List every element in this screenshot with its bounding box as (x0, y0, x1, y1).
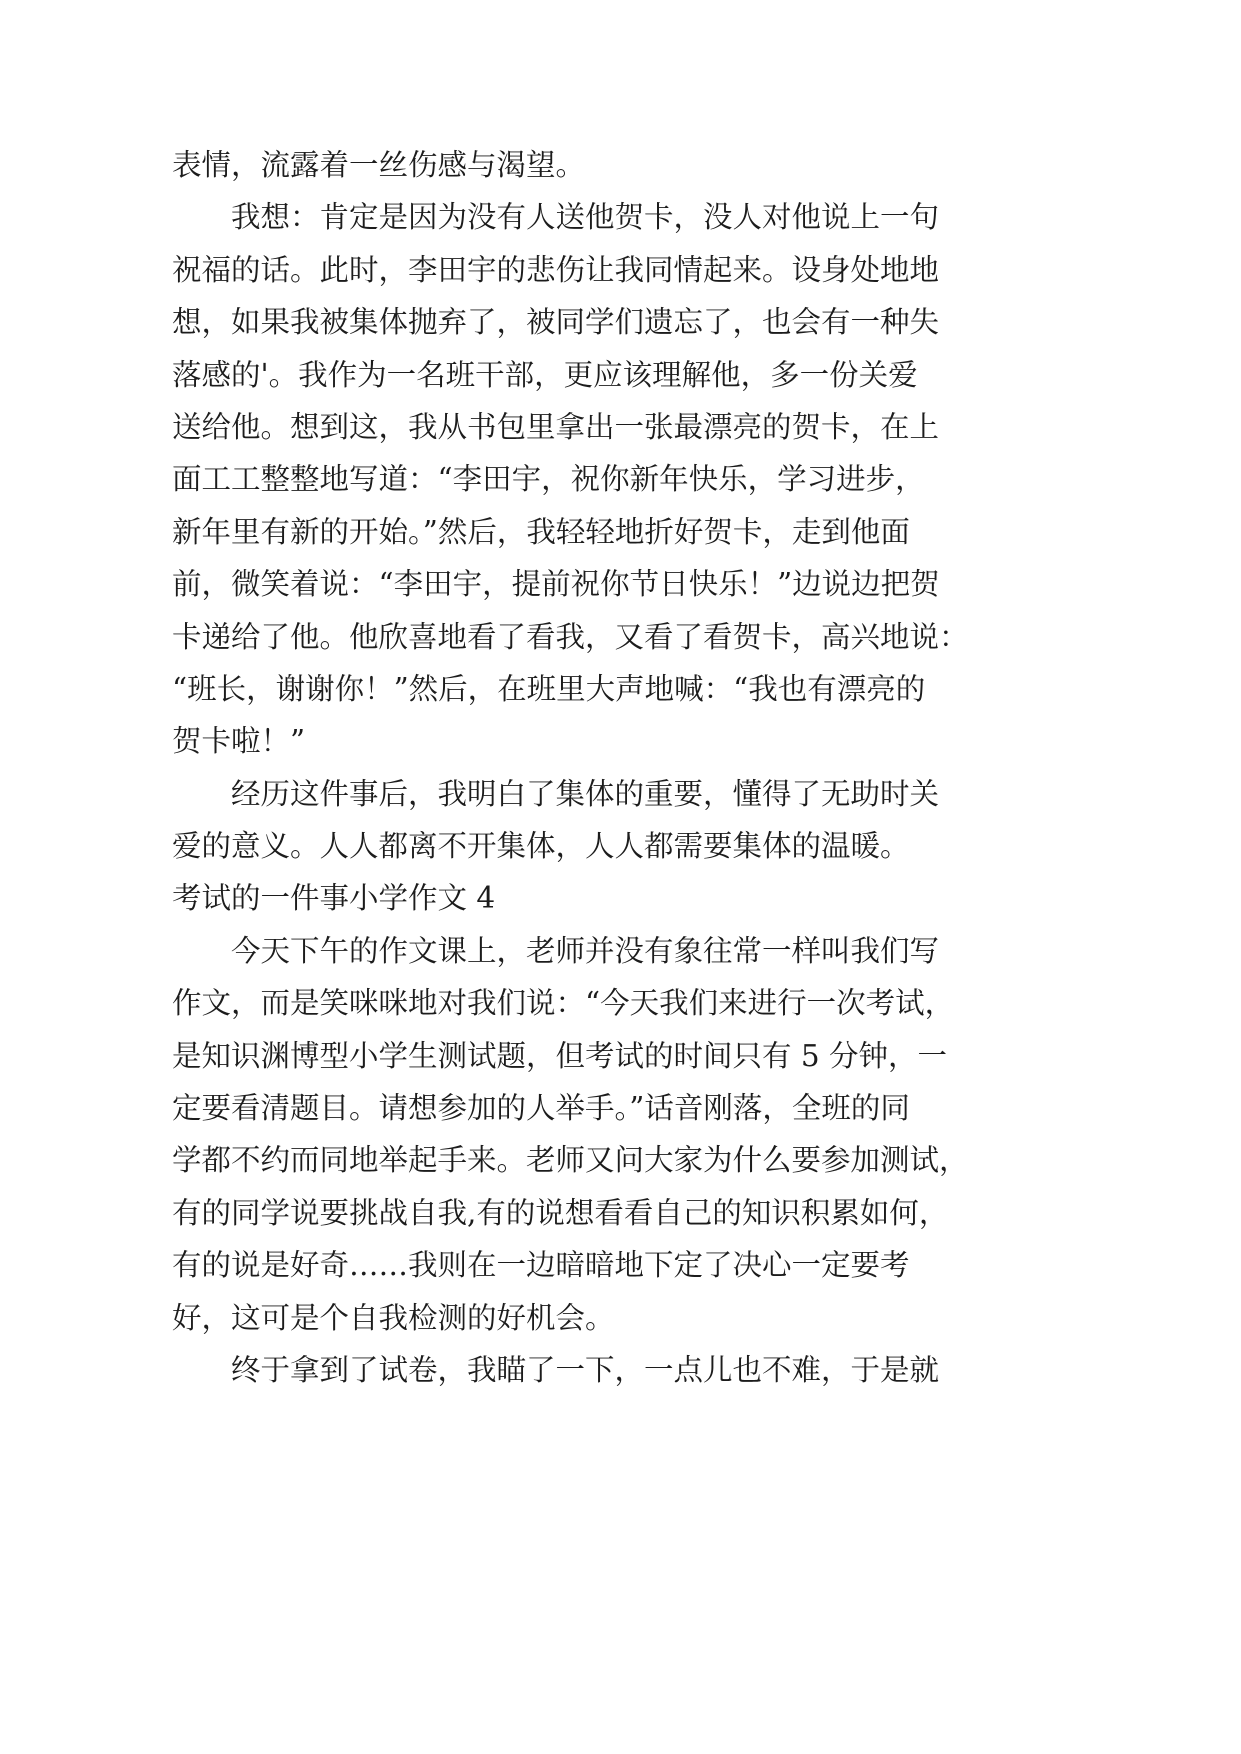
paragraph-line: 作文，而是笑咪咪地对我们说：“今天我们来进行一次考试， (172, 986, 955, 1021)
document-body (172, 139, 972, 1396)
paragraph-line: 贺卡啦！” (172, 724, 306, 759)
paragraph-line: 表情，流露着一丝伤感与渴望。 (172, 148, 586, 182)
essay-title: 考试的一件事小学作文 4 (172, 881, 496, 916)
paragraph-line: 想，如果我被集体抛弃了，被同学们遗忘了，也会有一种失 (172, 305, 940, 340)
paragraph-line: 学都不约而同地举起手来。老师又问大家为什么要参加测试， (172, 1143, 969, 1178)
paragraph-line: 新年里有新的开始。”然后，我轻轻地折好贺卡，走到他面 (172, 514, 910, 549)
paragraph-line: 前，微笑着说：“李田宇，提前祝你节日快乐！”边说边把贺 (172, 567, 940, 602)
paragraph-line: 送给他。想到这，我从书包里拿出一张最漂亮的贺卡，在上 (172, 409, 940, 444)
paragraph-line: 是知识渊博型小学生测试题，但考试的时间只有 5 分钟，一 (172, 1038, 948, 1073)
paragraph-line: 我想：肯定是因为没有人送他贺卡，没人对他说上一句 (231, 200, 940, 235)
paragraph-line: 好，这可是个自我检测的好机会。 (172, 1300, 615, 1335)
paragraph-line: 今天下午的作文课上，老师并没有象往常一样叫我们写 (231, 933, 940, 968)
paragraph (172, 139, 972, 191)
paragraph-line: 爱的意义。人人都离不开集体，人人都需要集体的温暖。 (172, 829, 910, 864)
paragraph-line: 卡递给了他。他欣喜地看了看我，又看了看贺卡，高兴地说： (172, 619, 969, 654)
paragraph (172, 191, 972, 767)
paragraph-line: “班长，谢谢你！”然后，在班里大声地喊：“我也有漂亮的 (172, 671, 926, 706)
paragraph-line: 有的同学说要挑战自我,有的说想看看自己的知识积累如何， (172, 1195, 949, 1230)
paragraph-line: 定要看清题目。请想参加的人举手。”话音刚落，全班的同 (172, 1091, 910, 1126)
paragraph-line: 经历这件事后，我明白了集体的重要，懂得了无助时关 (231, 776, 940, 811)
paragraph-line: 祝福的话。此时，李田宇的悲伤让我同情起来。设身处地地 (172, 252, 940, 287)
paragraph-line: 有的说是好奇……我则在一边暗暗地下定了决心一定要考 (172, 1248, 910, 1283)
paragraph (172, 768, 972, 873)
paragraph-line: 终于拿到了试卷，我瞄了一下，一点儿也不难，于是就 (231, 1352, 940, 1387)
paragraph (172, 925, 972, 1344)
paragraph (172, 1344, 972, 1396)
paragraph-line: 面工工整整地写道：“李田宇，祝你新年快乐，学习进步， (172, 462, 925, 497)
paragraph-line: 落感的'。我作为一名班干部，更应该理解他，多一份关爱 (172, 357, 918, 392)
